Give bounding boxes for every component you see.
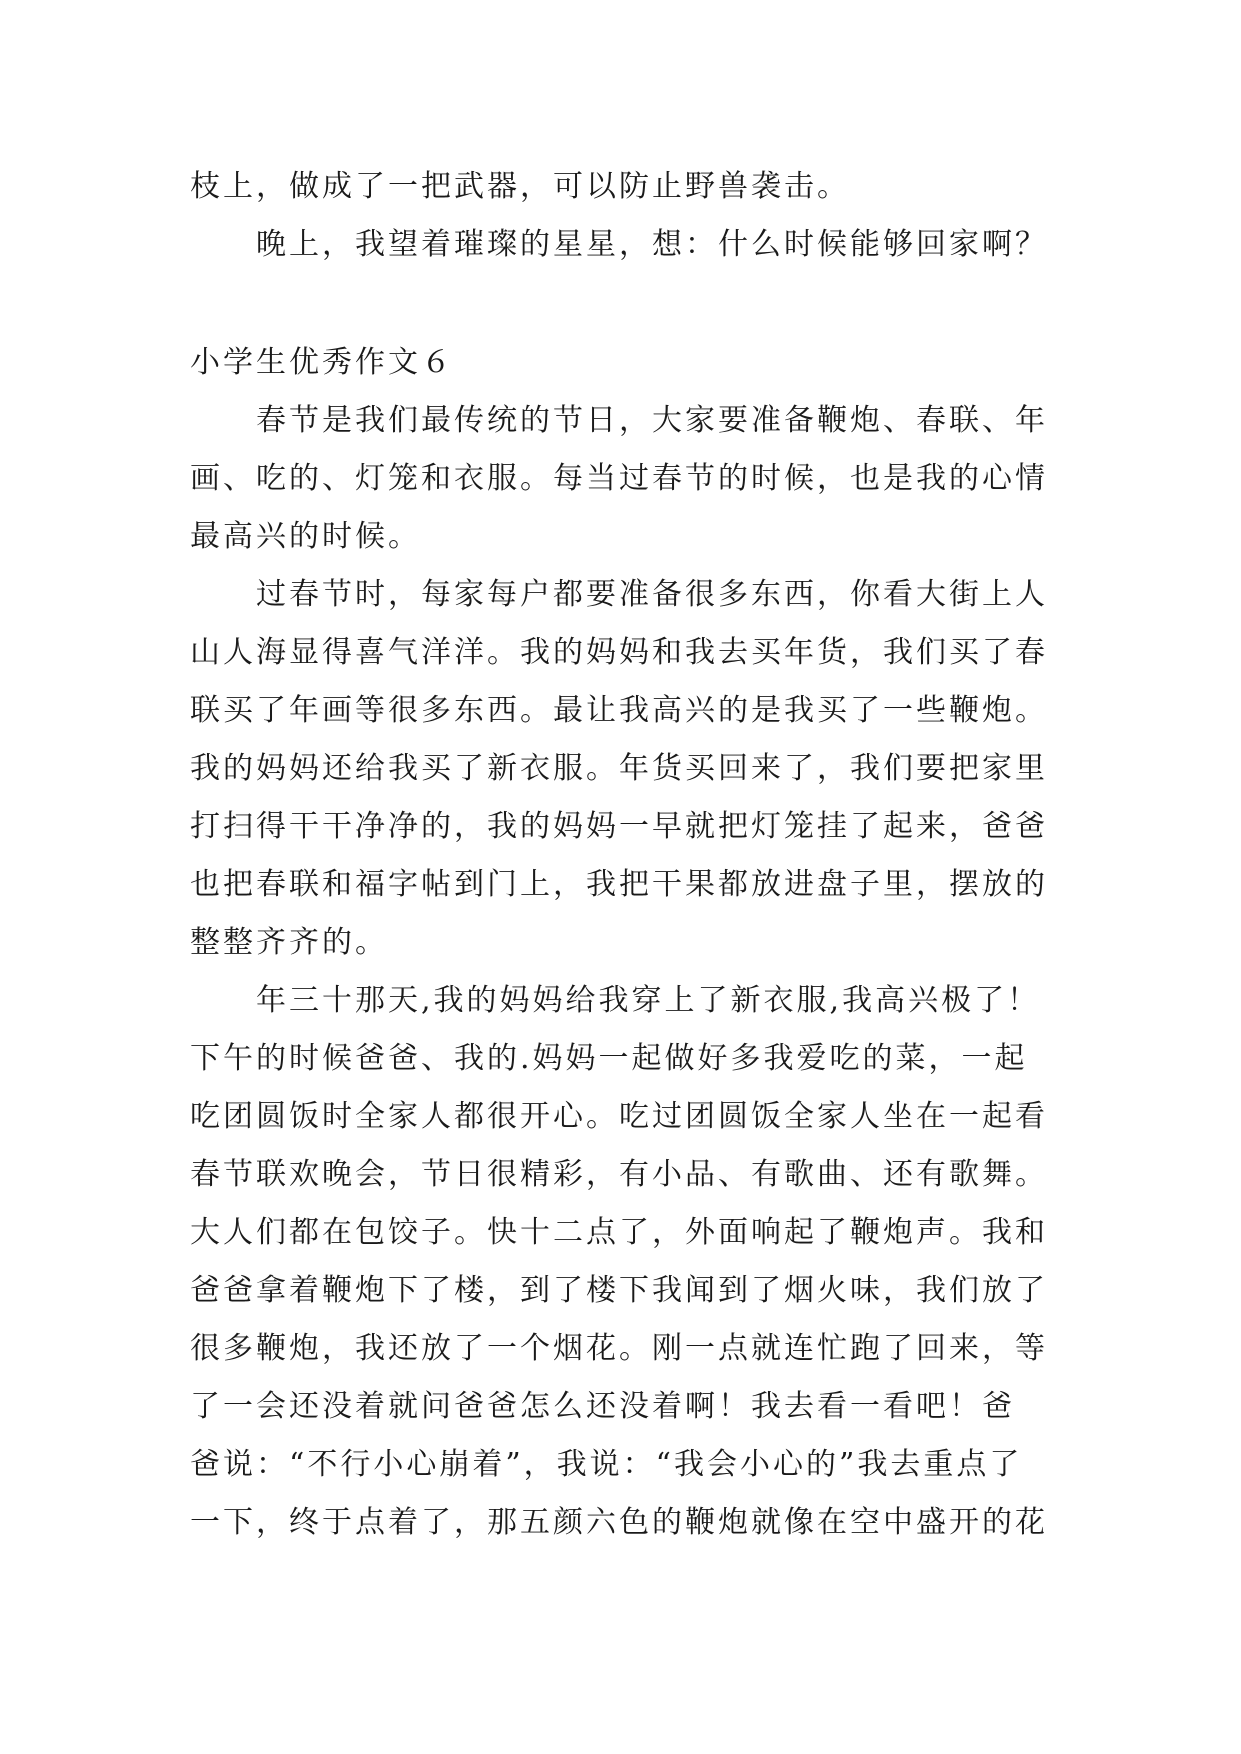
text-line: 我的妈妈还给我买了新衣服。年货买回来了，我们要把家里 <box>190 751 1048 786</box>
text-line: 打扫得干干净净的，我的妈妈一早就把灯笼挂了起来，爸爸 <box>190 809 1048 844</box>
text-line: 春节是我们最传统的节日，大家要准备鞭炮、春联、年 <box>256 403 1048 438</box>
text-line: 山人海显得喜气洋洋。我的妈妈和我去买年货，我们买了春 <box>190 635 1048 670</box>
paragraph <box>190 566 1070 972</box>
text-line: 年三十那天,我的妈妈给我穿上了新衣服,我高兴极了！ <box>256 983 1041 1018</box>
document-body <box>190 158 1070 1552</box>
text-line: 很多鞭炮，我还放了一个烟花。刚一点就连忙跑了回来，等 <box>190 1331 1048 1366</box>
text-line: 过春节时，每家每户都要准备很多东西，你看大街上人 <box>256 577 1048 612</box>
text-line: 春节联欢晚会，节日很精彩，有小品、有歌曲、还有歌舞。 <box>190 1157 1048 1192</box>
text-line: 联买了年画等很多东西。最让我高兴的是我买了一些鞭炮。 <box>190 693 1048 728</box>
text-line: 画、吃的、灯笼和衣服。每当过春节的时候，也是我的心情 <box>190 461 1048 496</box>
text-line: 枝上，做成了一把武器，可以防止野兽袭击。 <box>190 169 850 204</box>
text-line: 也把春联和福字帖到门上，我把干果都放进盘子里，摆放的 <box>190 867 1048 902</box>
text-line: 一下，终于点着了，那五颜六色的鞭炮就像在空中盛开的花 <box>190 1505 1048 1540</box>
text-line: 下午的时候爸爸、我的.妈妈一起做好多我爱吃的菜，一起 <box>190 1041 1028 1076</box>
paragraph <box>190 392 1070 566</box>
paragraph <box>190 972 1070 1552</box>
text-line: 了一会还没着就问爸爸怎么还没着啊！我去看一看吧！爸 <box>190 1389 1015 1424</box>
text-line: 爸说：“不行小心崩着”，我说：“我会小心的”我去重点了 <box>190 1447 1023 1482</box>
text-line: 整整齐齐的。 <box>190 925 388 960</box>
text-line: 最高兴的时候。 <box>190 519 421 554</box>
section-gap <box>190 274 1070 334</box>
text-line: 晚上，我望着璀璨的星星，想：什么时候能够回家啊？ <box>256 227 1048 262</box>
text-line: 爸爸拿着鞭炮下了楼，到了楼下我闻到了烟火味，我们放了 <box>190 1273 1048 1308</box>
section-heading: 小学生优秀作文６ <box>190 345 454 380</box>
text-line: 吃团圆饭时全家人都很开心。吃过团圆饭全家人坐在一起看 <box>190 1099 1048 1134</box>
text-line: 大人们都在包饺子。快十二点了，外面响起了鞭炮声。我和 <box>190 1215 1048 1250</box>
